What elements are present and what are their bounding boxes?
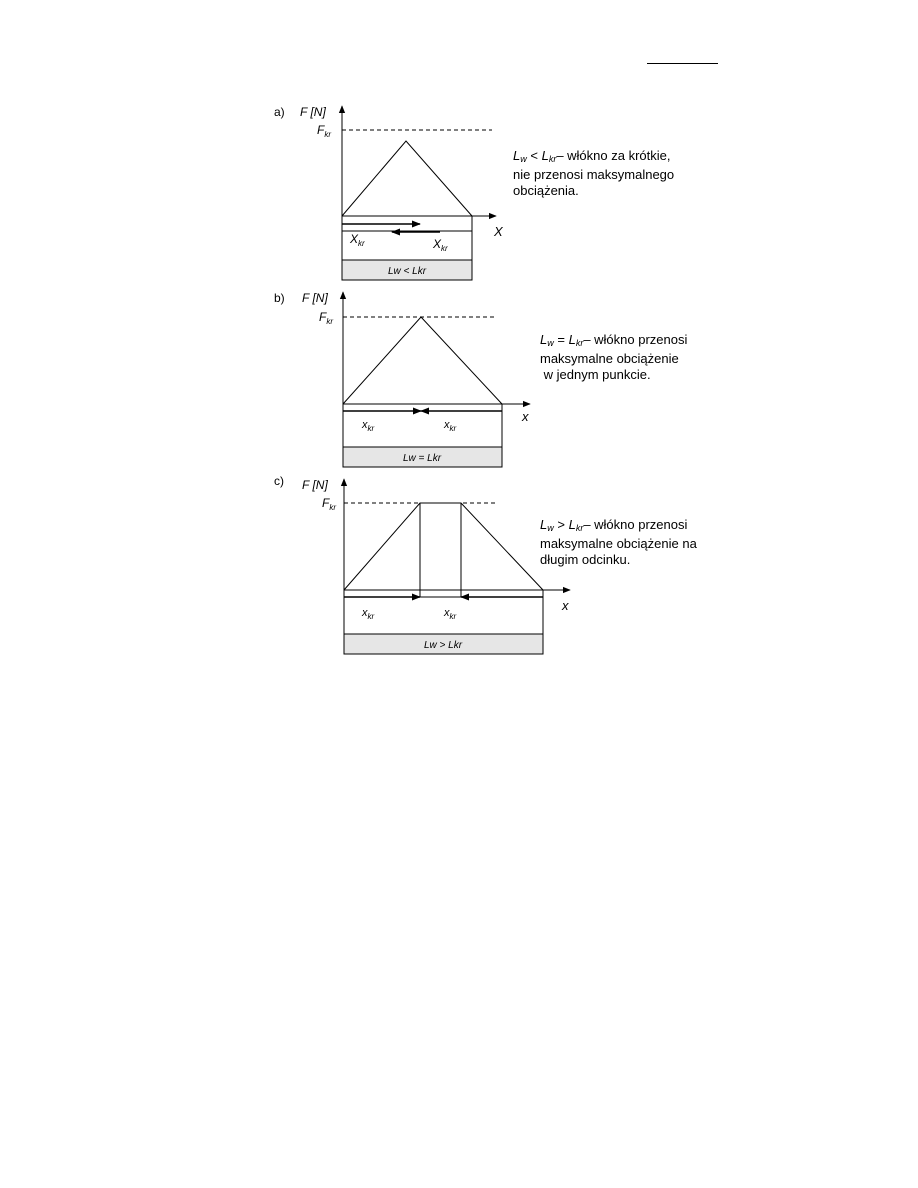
panel-c-description: $L_w > L_{kr}-$ włókno przenosi maksymalne obciążenie na długim odcinku.: [540, 517, 697, 567]
panel-c-y-axis-label: F [N]: [302, 478, 328, 492]
panel-c-critical-level-label: $F_{kr}$: [322, 496, 337, 512]
panel-b-segment-label-left: $x_{kr}$: [362, 419, 375, 433]
panel-c: [274, 474, 570, 654]
panel-b-critical-level-label: $F_{kr}$: [319, 310, 334, 326]
panel-a-segment-label-left: $X_{kr}$: [350, 232, 365, 248]
panel-a-fiber: [342, 216, 472, 260]
panel-a-segment-label-right: $X_{kr}$: [433, 237, 448, 253]
panel-a: [274, 105, 504, 280]
panel-b-x-axis-label: x: [522, 409, 529, 424]
panel-c-label: c): [274, 474, 284, 488]
panel-a-fiber-caption: Lw < Lkr: [387, 266, 427, 277]
panel-c-x-axis-label: x: [562, 598, 569, 613]
panel-c-segment-label-right: $x_{kr}$: [444, 607, 457, 621]
panel-a-load-profile: [342, 141, 472, 216]
panel-c-load-profile: [344, 503, 543, 590]
panel-c-fiber-caption: Lw > Lkr: [423, 640, 463, 651]
panel-a-y-axis-label: F [N]: [300, 105, 326, 119]
panel-b-fiber-caption: Lw = Lkr: [402, 453, 442, 464]
panel-b: [274, 291, 530, 467]
panel-a-x-axis-label: X: [494, 224, 503, 239]
panel-b-load-profile: [343, 317, 502, 404]
panel-c-segment-label-left: $x_{kr}$: [362, 607, 375, 621]
panel-b-description: $L_w = L_{kr}-$ włókno przenosi maksymalne obciążenie w jednym punkcie.: [540, 332, 688, 382]
panel-b-y-axis-label: F [N]: [302, 291, 328, 305]
panel-b-label: b): [274, 291, 285, 305]
panel-a-critical-level-label: $F_{kr}$: [317, 123, 332, 139]
panel-b-segment-label-right: $x_{kr}$: [444, 419, 457, 433]
panel-a-description: $L_w < L_{kr}-$ włókno za krótkie, nie przenosi maksymalnego obciążenia.: [513, 148, 675, 198]
panel-a-label: a): [274, 105, 285, 119]
